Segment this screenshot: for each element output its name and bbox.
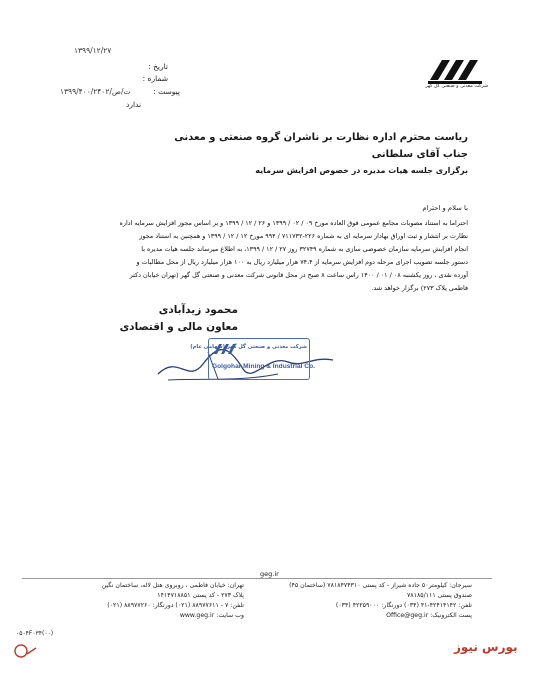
signatory-title: معاون مالی و اقتصادی	[119, 321, 238, 333]
watermark-small-logo-icon	[12, 642, 38, 660]
footer-sirjan-address-1: سیرجان: کیلومتر۵۰ جاده شیراز - کد پستی ۷۸۱۸۴۷۴۳۱۰ (ساختمان ۴۵)	[289, 582, 472, 589]
footer-sirjan-email: پست الکترونیک: Office@geg.ir	[386, 612, 472, 619]
recipient-line1: ریاست محترم اداره نظارت بر ناشران گروه صنعتی و معدنی	[174, 132, 468, 143]
footer-sirjan-address-2: صندوق پستی ۷۸۱۸۵/۱۱۱	[406, 592, 472, 599]
number-label: شماره :	[142, 74, 168, 83]
company-stamp	[190, 338, 315, 380]
body-line-1: احتراما به استناد مصوبات مجامع عمومی فوق العاده مورخ ۰۹ / ۰۲ / ۱۳۹۹ و ۲۶ / ۱۲ / ۱۳۹۹ و بر اساس مجوز افزایش سرمایه اداره	[119, 219, 468, 227]
footer-tehran-address-1: تهران: خیابان فاطمی ، روبروی هتل لاله، ساختمان نگین	[101, 582, 244, 589]
signatory-name: محمود زیدآبادی	[158, 304, 238, 316]
stamp-text-en: Golgohar Mining & Industrial Co.	[212, 363, 315, 370]
attachment-status: ندارد	[126, 100, 142, 109]
footer-bottom-code: ۰۵۰۴F۰۳۴(۰۰)	[16, 630, 54, 637]
footer-website-center: geg.ir	[260, 570, 279, 578]
footer-sirjan-phone: تلفن: ۴۲۴۱۴۱۴۲-۴۱ (۰۳۴) دورنگار: ۴۲۲۵۹۰۰۰ (۰۳۴)	[335, 602, 472, 609]
recipient-line2: جناب آقای سلطانی	[371, 149, 468, 160]
subject-line: برگزاری جلسه هیات مدیره در خصوص افزایش سرمایه	[255, 166, 468, 175]
stamp-text-fa: شرکت معدنی و صنعتی گل گهر (سهامی عام)	[190, 344, 307, 350]
body-line-4: دستور جلسه تصویب اجرای مرحله دوم افزایش سرمایه از ۷۴،۴ هزار میلیارد ریال به ۱۰۰ هزار میلیارد ریال از محل مطالبات و	[136, 258, 468, 266]
date-label: تاریخ :	[148, 62, 168, 71]
footer-divider	[22, 578, 492, 579]
body-line-5: آورده نقدی ، روز یکشنبه ۰۸ / ۰۱ / ۱۴۰۰ راس ساعت ۸ صبح در محل قانونی شرکت معدنی و صنعتی گل گهر (تهران خیابان دکتر	[129, 271, 468, 279]
body-line-6: فاطمی پلاک ۲۷۳) برگزار خواهد شد.	[371, 284, 468, 292]
attachment-label: پیوست :	[153, 87, 180, 96]
footer-tehran-address-2: پلاک ۲۷۳ - کد پستی ۱۴۱۴۷۱۸۸۵۱	[157, 592, 244, 599]
footer-tehran-website: وب سایت: www.geg.ir	[179, 612, 244, 619]
letter-page	[8, 8, 524, 668]
greeting: با سلام و احترام	[422, 204, 468, 212]
company-logo-text: شرکت معدنی و صنعتی گل گهر	[425, 84, 488, 89]
body-line-3: انجام افزایش سرمایه سازمان خصوصی سازی به شماره ۳۲۷۴۹ روز ۲۷ / ۱۲ / ۱۳۹۹، به اطلاع میرساند جلسه هیات مدیره با	[141, 245, 468, 253]
attachment-value: ۱۳۹۹/۴۰۰/۲۴۰۲/ت/ص	[60, 87, 131, 96]
ref-number: ۱۳۹۹/۱۲/۲۷	[74, 46, 112, 55]
watermark-brand: بورس نیوز	[454, 640, 518, 654]
company-logo	[426, 54, 488, 94]
footer-tehran-phone: تلفن: ۷ - ۸۸۹۷۷۶۱۱ (۰۲۱) دورنگار: ۸۸۹۷۷۲۶۰ (۰۲۱)	[107, 602, 244, 609]
body-line-2: نظارت بر انتشار و ثبت اوراق بهادار سرمایه ای به شماره ۲۲۶-۷۱۱۷۳۲ / ۹۹۴ مورخ ۱۲ / ۱۲ / ۱۳۹۹ و همچنین به استناد مجوز	[139, 232, 468, 240]
